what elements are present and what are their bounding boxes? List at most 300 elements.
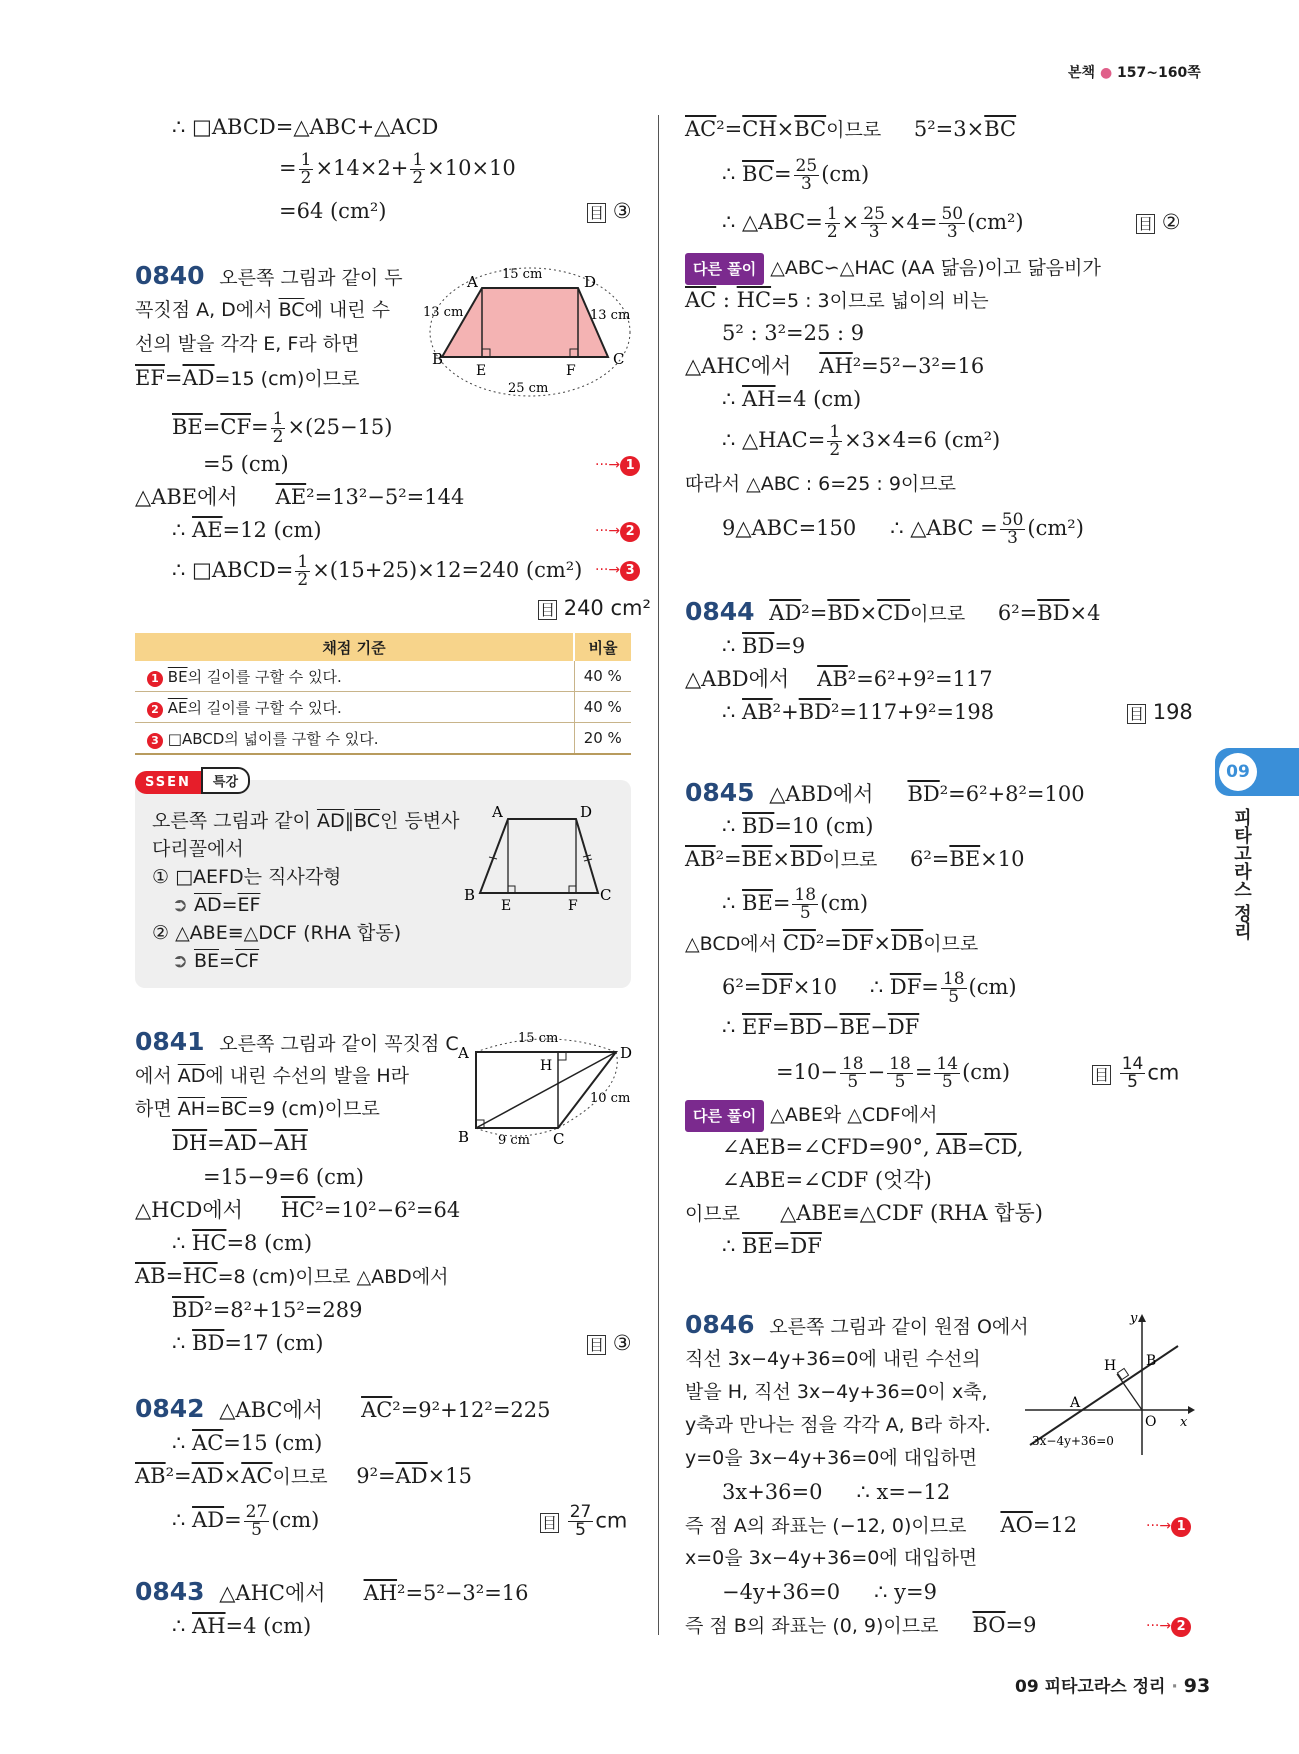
label-C: C — [613, 350, 625, 368]
line — [135, 483, 464, 511]
line — [722, 1013, 919, 1041]
segment: $\overline{BC}$ — [278, 299, 305, 321]
text: 3x+36=0 — [722, 1480, 823, 1504]
numerator: 27 — [245, 1502, 268, 1522]
denominator: 5 — [1127, 1072, 1138, 1092]
segment: $\overline{BE}$ — [172, 415, 203, 439]
label-D: D — [584, 273, 597, 291]
text: ×10 — [792, 975, 838, 999]
segment: $\overline{BD}$ — [827, 601, 860, 625]
fraction — [1000, 512, 1026, 547]
line — [722, 887, 868, 922]
segment: $\overline{AD}$ — [224, 1131, 257, 1155]
denominator: 2 — [829, 440, 841, 460]
text: (cm) — [962, 1060, 1011, 1084]
text: × — [841, 210, 860, 234]
text: 6²= — [997, 601, 1038, 625]
numerator: 1 — [272, 409, 284, 429]
label-C: C — [600, 886, 612, 904]
segment: $\overline{AC}$ — [192, 1431, 224, 1455]
line: ② △ABE≡△DCF (RHA 합동) — [152, 922, 402, 944]
line — [685, 352, 984, 380]
numerator: 25 — [795, 156, 818, 176]
segment: $\overline{CH}$ — [742, 117, 777, 141]
text: ∴ — [869, 975, 890, 999]
text: =17 (cm) — [224, 1331, 324, 1355]
segment: $\overline{EF}$ — [135, 366, 165, 390]
step-number: 1 — [147, 671, 163, 687]
answer — [538, 594, 651, 624]
text: △HCD에서 — [135, 1198, 243, 1222]
line — [135, 296, 390, 324]
ssen-badge-label: 특강 — [201, 767, 250, 794]
text: ²=13²−5²=144 — [306, 485, 465, 509]
footer-chapter: 09 피타고라스 정리 — [1015, 1677, 1166, 1697]
fraction — [299, 152, 314, 187]
segment: $\overline{CD}$ — [782, 931, 816, 955]
text: △BCD에서 — [685, 933, 783, 955]
segment: $\overline{BD}$ — [790, 847, 823, 871]
text: (cm²) — [967, 210, 1024, 234]
text: = — [772, 1234, 791, 1258]
text: 이므로 — [822, 849, 878, 871]
segment: $\overline{BD}$ — [192, 1331, 225, 1355]
text: × — [223, 1464, 242, 1488]
numerator: 1 — [829, 422, 841, 442]
step-marker-1 — [1146, 1515, 1191, 1537]
text: 5²=3× — [913, 117, 985, 141]
text: ²=6²+8²=100 — [939, 782, 1085, 806]
line: 직선 3x−4y+36=0에 내린 수선의 — [685, 1348, 981, 1370]
answer — [587, 1329, 632, 1359]
segment: $\overline{DF}$ — [761, 975, 793, 999]
ratio-cell: 40 % — [574, 661, 631, 692]
segment: $\overline{AD}$ — [395, 1464, 428, 1488]
segment: $\overline{BC}$ — [742, 162, 774, 186]
text: △AHC에서 — [685, 354, 792, 378]
segment: $\overline{CD}$ — [877, 601, 911, 625]
label-bottom: 25 cm — [508, 381, 549, 396]
text: ²= — [815, 931, 842, 955]
figure-0840-trapezoid — [420, 262, 640, 398]
line — [722, 206, 1024, 241]
text: ×10×10 — [427, 156, 516, 180]
text: 6²= — [910, 847, 950, 871]
problem-0844-line — [685, 598, 1100, 628]
segment: $\overline{AD}$ — [193, 894, 222, 916]
step-number: 2 — [147, 702, 163, 718]
segment: $\overline{AE}$ — [192, 518, 223, 542]
segment: $\overline{BE}$ — [839, 1015, 871, 1039]
text: 에 내린 수선의 발을 H라 — [205, 1065, 410, 1087]
answer — [1136, 208, 1181, 238]
text: 의 길이를 구할 수 있다. — [187, 667, 342, 686]
text: =10 (cm) — [774, 814, 874, 838]
answer-value: 240 cm² — [563, 596, 651, 620]
segment: $\overline{DH}$ — [172, 1131, 208, 1155]
text: 즉 점 B의 좌표는 (0, 9)이므로 — [685, 1615, 939, 1637]
header-pages: 157~160쪽 — [1117, 65, 1201, 81]
segment: $\overline{BO}$ — [972, 1613, 1006, 1637]
text: = — [773, 162, 792, 186]
text: △ABE에서 — [135, 485, 238, 509]
line: ∴ □ABCD=△ABC+△ACD — [172, 115, 439, 139]
text: ∴ — [722, 1015, 743, 1039]
text: = — [207, 1131, 225, 1155]
line: 발을 H, 직선 3x−4y+36=0이 x축, — [685, 1381, 988, 1403]
text: ∠AEB=∠CFD=90°, — [722, 1135, 937, 1159]
numerator: 18 — [841, 1054, 864, 1074]
line: 다리꼴에서 — [152, 838, 244, 860]
segment: $\overline{CF}$ — [234, 950, 260, 972]
line — [172, 516, 322, 544]
text: = — [164, 366, 183, 390]
segment: $\overline{BD}$ — [798, 700, 831, 724]
text: = — [221, 894, 238, 916]
text: 의 넓이를 구할 수 있다. — [224, 729, 379, 748]
fraction — [861, 206, 887, 241]
answer-mark-icon: 目 — [1138, 215, 1154, 233]
text: × — [873, 931, 891, 955]
text: ²=6²+9²=117 — [847, 667, 993, 691]
text: 꼭짓점 A, D에서 — [135, 299, 279, 321]
text: ²=5²−3²=16 — [852, 354, 985, 378]
line — [135, 1196, 460, 1224]
text: = — [219, 950, 235, 972]
grading-criteria-table — [135, 633, 631, 755]
segment: $\overline{CD}$ — [984, 1135, 1017, 1159]
label-E: E — [476, 363, 487, 379]
ratio-cell: 40 % — [574, 692, 631, 723]
segment: $\overline{HC}$ — [192, 1231, 227, 1255]
text: − — [821, 1015, 840, 1039]
text: ×4= — [888, 210, 938, 234]
text: ×15 — [427, 1464, 472, 1488]
text: ∴ — [722, 162, 743, 186]
answer-mark-icon: 目 — [540, 601, 556, 619]
text: (cm²) — [1027, 516, 1084, 540]
text: = — [921, 975, 939, 999]
denominator: 3 — [1007, 528, 1018, 548]
segment: $\overline{BC}$ — [220, 1098, 247, 1120]
problem-number: 0840 — [135, 261, 205, 290]
text: (cm) — [821, 162, 870, 186]
label-x-axis: x — [1180, 1415, 1188, 1430]
line — [722, 158, 869, 193]
text: ²=5²−3²=16 — [397, 1581, 529, 1605]
fraction — [1120, 1056, 1146, 1091]
label-A: A — [492, 805, 503, 821]
text: = — [914, 1060, 933, 1084]
label-D: D — [580, 805, 593, 821]
line — [172, 1504, 319, 1539]
column-header: 채점 기준 — [135, 633, 574, 661]
text: 에 내린 수 — [304, 299, 391, 321]
denominator: 5 — [847, 1072, 859, 1092]
text: ∴ — [722, 1234, 743, 1258]
label-C: C — [553, 1130, 565, 1148]
numerator: 1 — [300, 150, 312, 170]
fraction — [825, 206, 840, 241]
segment: $\overline{BE}$ — [742, 891, 773, 915]
problem-number: 0845 — [685, 778, 755, 807]
answer-mark-icon: 目 — [589, 1336, 605, 1354]
text: −4y+36=0 — [722, 1580, 841, 1604]
segment: $\overline{AH}$ — [363, 1581, 398, 1605]
text: 이므로 — [923, 933, 979, 955]
text: − — [870, 1015, 888, 1039]
step-number: 2 — [1171, 1617, 1191, 1637]
line — [722, 1478, 950, 1506]
denominator: 5 — [799, 903, 811, 923]
segment: $\overline{AH}$ — [274, 1131, 308, 1155]
text: =4 (cm) — [775, 387, 862, 411]
text: =15 (cm)이므로 — [214, 368, 360, 390]
line: ∠ABE=∠CDF (엇각) — [722, 1168, 932, 1192]
label-right: 13 cm — [590, 308, 631, 323]
problem-0846-line — [685, 1311, 1029, 1341]
segment: $\overline{AC}$ — [685, 117, 717, 141]
numerator: 50 — [941, 204, 964, 224]
segment: $\overline{BC}$ — [354, 810, 381, 832]
label-H: H — [540, 1058, 553, 1074]
chapter-number-badge — [1219, 753, 1257, 791]
column-header: 비율 — [574, 633, 631, 661]
line — [135, 1262, 449, 1291]
numerator: 18 — [942, 969, 965, 989]
denominator: 2 — [297, 570, 309, 590]
text: 9²= — [356, 1464, 396, 1488]
arrow-right-icon: ➲ — [172, 894, 188, 916]
ssen-badge — [135, 767, 250, 794]
segment: $\overline{AD}$ — [316, 810, 345, 832]
arrow-icon: ···→ — [1146, 1518, 1172, 1534]
step-marker-2 — [595, 520, 640, 542]
text: 의 길이를 구할 수 있다. — [187, 698, 342, 717]
segment: $\overline{BE}$ — [742, 1234, 773, 1258]
line — [135, 1462, 472, 1491]
line — [685, 1199, 1043, 1228]
answer — [1092, 1056, 1179, 1091]
problem-0841-line — [135, 1028, 459, 1058]
text: ∥ — [344, 810, 355, 832]
numerator: 18 — [889, 1054, 911, 1074]
denominator: 5 — [948, 987, 960, 1007]
line — [172, 1296, 363, 1324]
fraction — [295, 554, 310, 589]
text: 이므로 — [826, 119, 882, 141]
text: ×(15+25)×12=240 (cm²) — [312, 558, 583, 582]
text: 이므로 — [685, 1203, 741, 1225]
denominator: 5 — [941, 1072, 953, 1092]
text: ∴ — [172, 1431, 193, 1455]
segment: $\overline{AD}$ — [191, 1464, 224, 1488]
text: = — [771, 1015, 790, 1039]
denominator: 5 — [251, 1520, 262, 1540]
text: ∴ □ABCD= — [172, 558, 294, 582]
problem-number: 0844 — [685, 597, 755, 626]
text: 이므로 — [910, 603, 966, 625]
segment: $\overline{DF}$ — [790, 1234, 822, 1258]
fraction — [244, 1504, 270, 1539]
footer-separator: · — [1171, 1677, 1178, 1697]
step-number: 1 — [620, 456, 640, 476]
numerator: 1 — [412, 150, 424, 170]
segment: $\overline{AB}$ — [685, 847, 716, 871]
fraction — [410, 152, 425, 187]
ssen-figure-trapezoid — [458, 805, 618, 915]
text: (cm) — [968, 975, 1017, 999]
segment: $\overline{CF}$ — [220, 415, 252, 439]
line — [722, 1578, 937, 1606]
text: ²=8²+15²=289 — [204, 1298, 363, 1322]
segment: $\overline{DF}$ — [889, 975, 922, 999]
problem-number: 0846 — [685, 1310, 755, 1339]
answer-mark-icon: 目 — [1094, 1065, 1110, 1084]
column-divider — [658, 115, 659, 1635]
table-row — [135, 723, 631, 755]
text: △ABE와 △CDF에서 — [770, 1104, 938, 1126]
text: ²=10²−6²=64 — [315, 1198, 461, 1222]
segment: $\overline{AH}$ — [177, 1098, 206, 1120]
fraction — [271, 411, 286, 446]
line — [685, 1611, 1036, 1640]
label-B: B — [458, 1128, 470, 1146]
text: 인 등변사 — [380, 810, 460, 832]
line — [685, 286, 989, 315]
fraction — [887, 1056, 913, 1091]
line — [722, 698, 994, 726]
problem-number: 0842 — [135, 1394, 205, 1423]
segment: $\overline{DF}$ — [887, 1015, 920, 1039]
line — [279, 152, 516, 187]
label-bottom: 9 cm — [498, 1133, 531, 1148]
numerator: 25 — [863, 204, 885, 224]
text: = — [279, 156, 297, 180]
text: 오른쪽 그림과 같이 원점 O에서 — [769, 1316, 1029, 1338]
text: 즉 점 A의 좌표는 (−12, 0)이므로 — [685, 1515, 967, 1537]
figure-0841-quadrilateral — [458, 1030, 638, 1150]
text: =9 — [1005, 1613, 1037, 1637]
arrow-icon: ···→ — [595, 523, 621, 539]
segment: $\overline{AD}$ — [177, 1065, 206, 1087]
text: = — [251, 415, 269, 439]
fraction — [568, 1504, 594, 1539]
label-D: D — [620, 1044, 633, 1062]
segment: $\overline{AC}$ — [361, 1398, 393, 1422]
text: △ABE≡△CDF (RHA 합동) — [780, 1201, 1043, 1225]
text: ²=117+9²=198 — [830, 700, 995, 724]
segment: $\overline{AB}$ — [817, 667, 848, 691]
line: ① □AEFD는 직사각형 — [152, 866, 342, 888]
segment: $\overline{AB}$ — [936, 1135, 967, 1159]
text: =4 (cm) — [225, 1614, 312, 1638]
text: ²= — [165, 1464, 192, 1488]
text: ²= — [801, 601, 828, 625]
table-header-row — [135, 633, 631, 661]
text: 오른쪽 그림과 같이 두 — [219, 267, 403, 289]
text: △ABC에서 — [219, 1398, 324, 1422]
text: ∴ △ABC = — [890, 516, 998, 540]
text: ∴ — [172, 518, 193, 542]
numerator: 14 — [1121, 1054, 1144, 1074]
segment: $\overline{AB}$ — [742, 700, 773, 724]
arrow-icon: ···→ — [595, 562, 621, 578]
step-marker-2 — [1146, 1615, 1191, 1637]
segment: $\overline{AD}$ — [769, 601, 802, 625]
line: 따라서 △ABC : 6=25 : 9이므로 — [685, 473, 956, 495]
line — [135, 1095, 380, 1123]
step-marker-1 — [595, 454, 640, 476]
chapter-side-title-text: 피타고라스 정리 — [1231, 808, 1252, 941]
label-E: E — [501, 898, 512, 914]
segment: $\overline{AE}$ — [167, 698, 188, 717]
problem-0840-line — [135, 262, 403, 292]
line — [172, 947, 259, 975]
label-B: B — [1146, 1353, 1157, 1369]
line — [722, 1232, 822, 1260]
step-number: 1 — [1171, 1517, 1191, 1537]
label-F: F — [568, 898, 578, 914]
denominator: 2 — [300, 168, 312, 188]
problem-0845-line — [685, 779, 1085, 808]
segment: $\overline{BC}$ — [984, 117, 1017, 141]
text: =10− — [776, 1060, 838, 1084]
segment: $\overline{AD}$ — [192, 1508, 225, 1532]
text: ²=9²+12²=225 — [392, 1398, 551, 1422]
text: − — [867, 1060, 886, 1084]
segment: $\overline{AD}$ — [182, 366, 215, 390]
fraction — [941, 971, 967, 1006]
segment: $\overline{BC}$ — [794, 117, 827, 141]
fraction — [840, 1056, 866, 1091]
arrow-right-icon: ➲ — [172, 950, 188, 972]
line — [722, 385, 861, 413]
text: ∴ — [722, 891, 743, 915]
label-top: 15 cm — [518, 1031, 559, 1046]
line — [685, 253, 1101, 285]
text: (cm) — [271, 1508, 320, 1532]
segment: $\overline{AH}$ — [819, 354, 853, 378]
text: =12 (cm) — [222, 518, 322, 542]
text: ∴ y=9 — [874, 1580, 937, 1604]
text: = — [772, 891, 791, 915]
line — [722, 1133, 1023, 1161]
text: ∴ — [722, 387, 743, 411]
text: =8 (cm)이므로 △ABD에서 — [217, 1266, 449, 1288]
text: ∴ — [722, 700, 743, 724]
segment: $\overline{BD}$ — [172, 1298, 205, 1322]
text: =12 — [1032, 1513, 1078, 1537]
answer-unit: cm — [595, 1508, 628, 1533]
segment: $\overline{AB}$ — [135, 1264, 166, 1288]
text: , — [1016, 1135, 1024, 1159]
segment: $\overline{AE}$ — [275, 485, 307, 509]
table-row — [135, 692, 631, 723]
text: △ABC∽△HAC (AA 닮음)이고 닮음비가 — [770, 257, 1101, 279]
answer-value: ③ — [612, 1331, 632, 1355]
figure-0846-coordinate-plane — [1020, 1310, 1195, 1460]
line — [685, 845, 1025, 874]
line: x=0을 3x−4y+36=0에 대입하면 — [685, 1547, 978, 1569]
numerator: 27 — [569, 1502, 592, 1522]
text: ∴ — [172, 1331, 193, 1355]
answer-value: 198 — [1152, 700, 1193, 724]
text: = — [224, 1508, 242, 1532]
header-book: 본책 — [1068, 65, 1096, 81]
label-B: B — [432, 350, 444, 368]
answer-value: ③ — [612, 199, 632, 223]
